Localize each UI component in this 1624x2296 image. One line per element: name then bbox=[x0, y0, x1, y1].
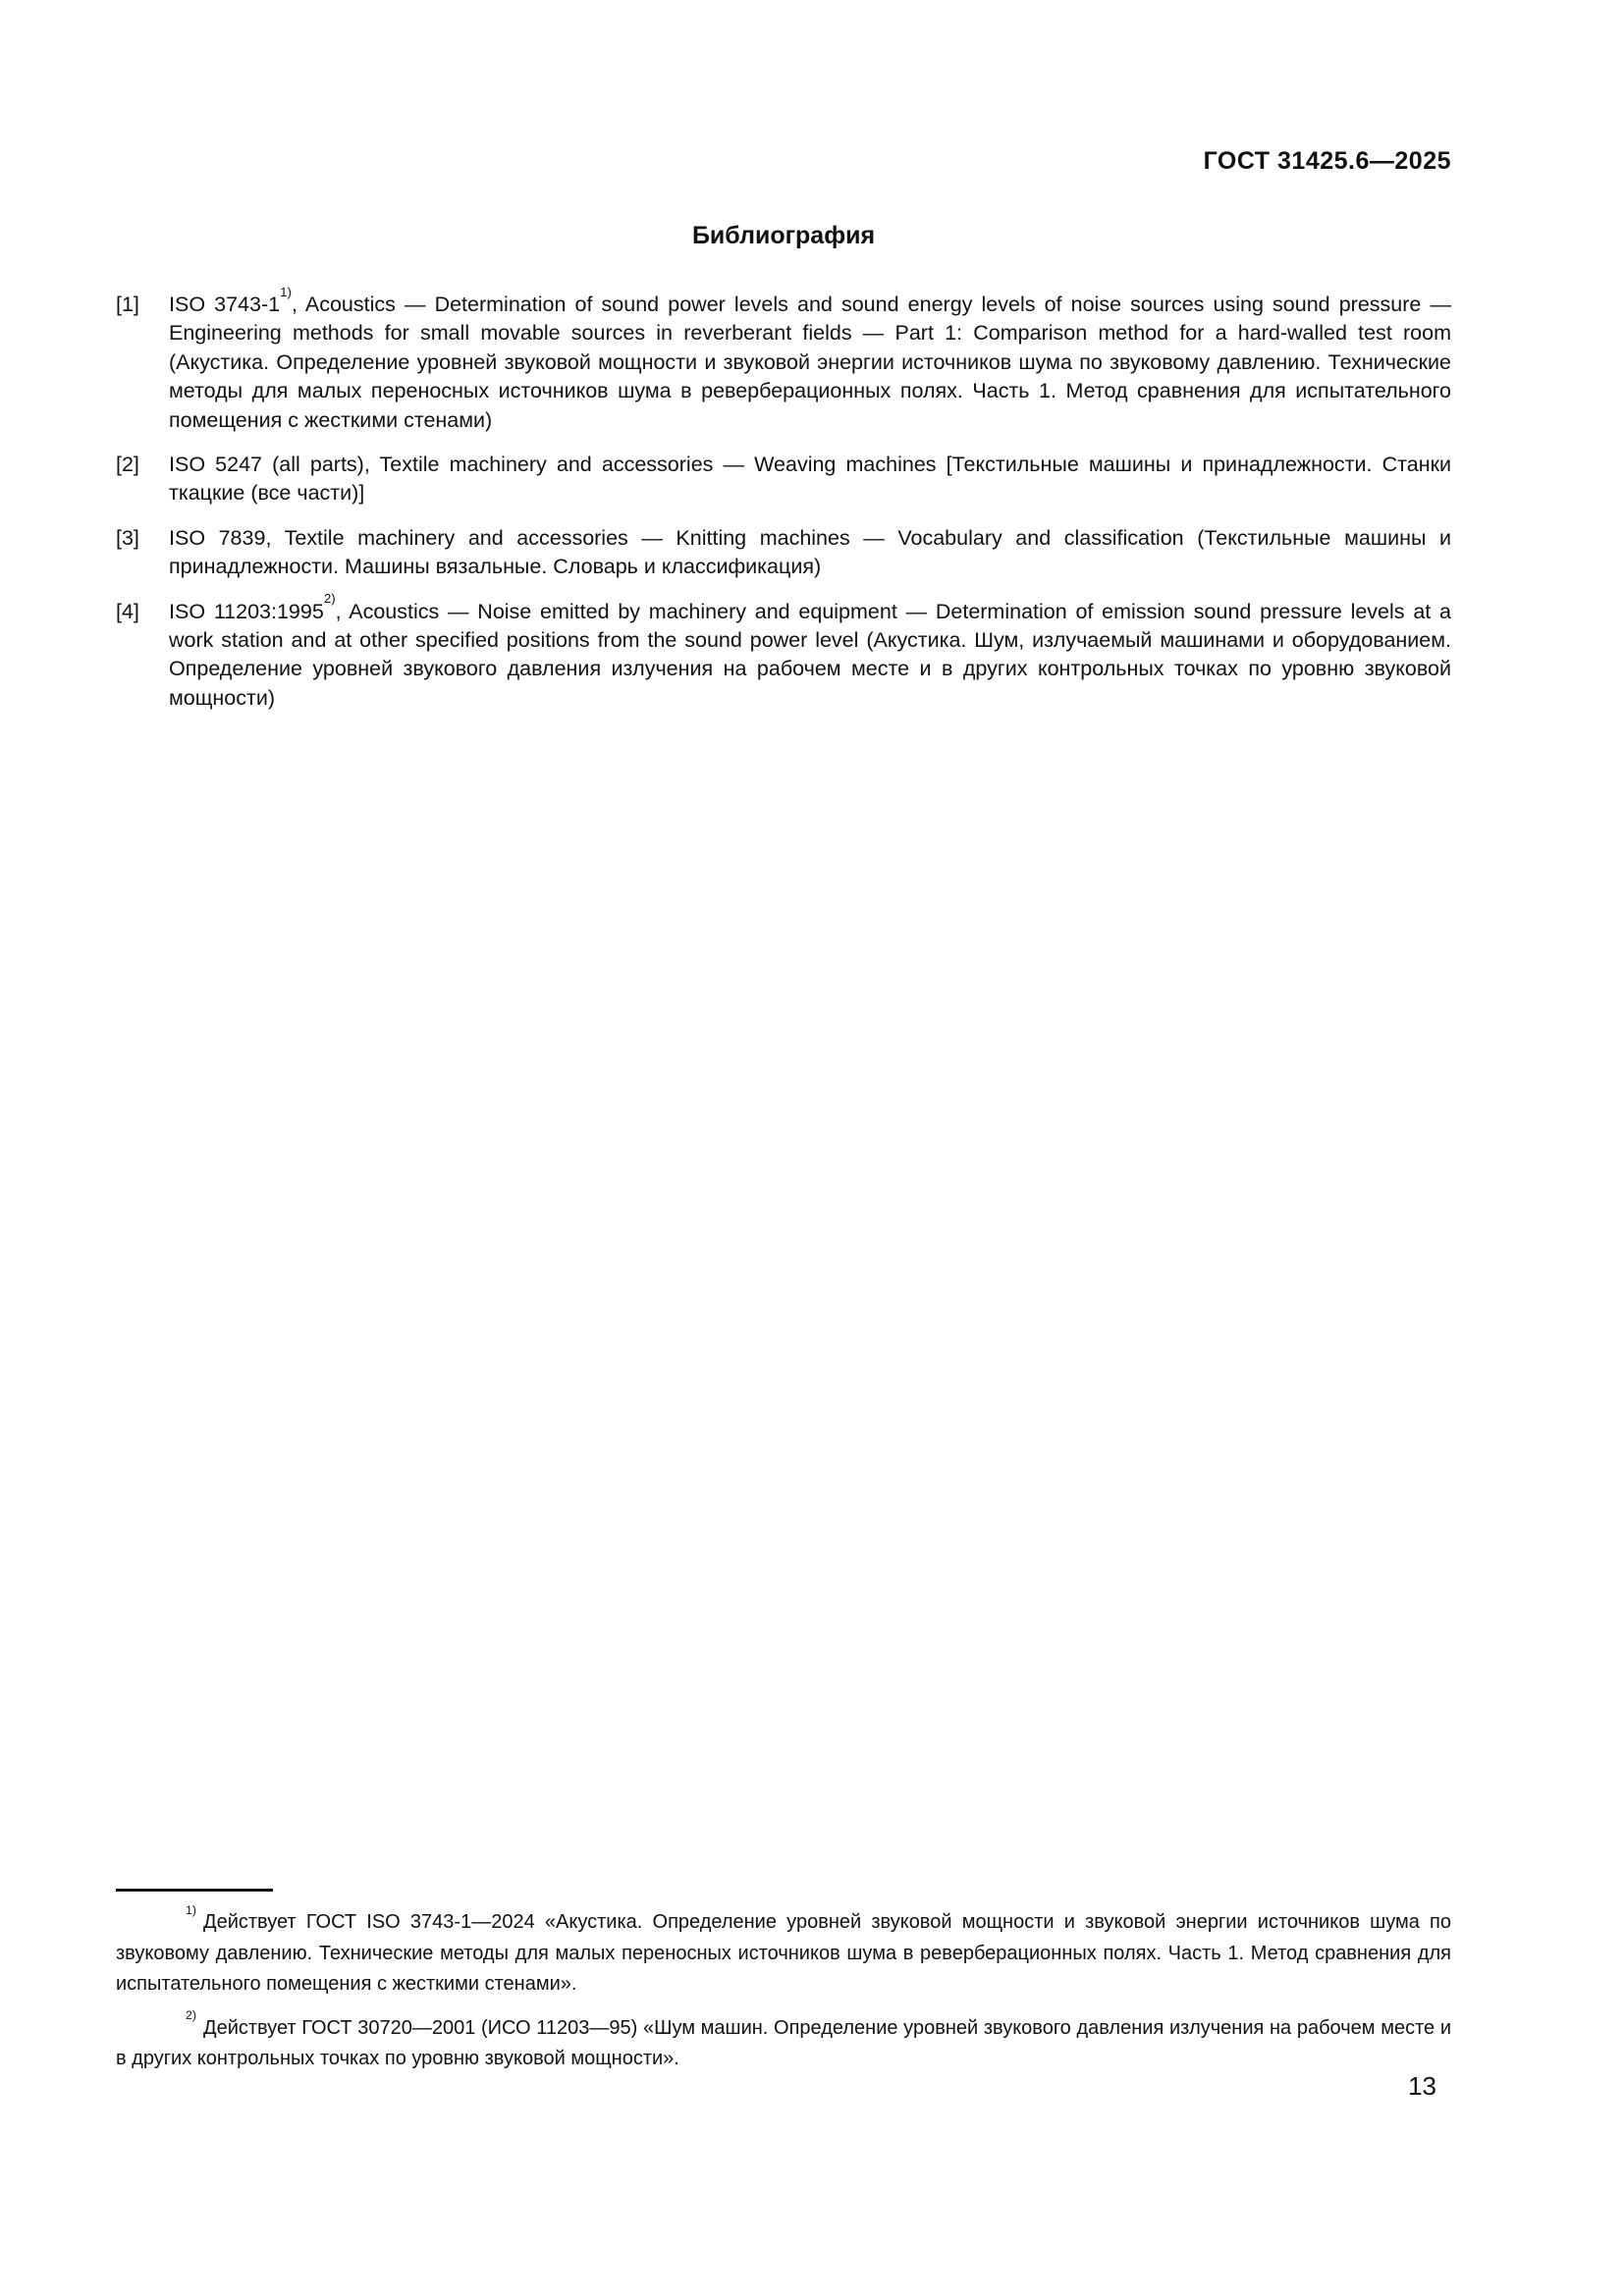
entry-number: [4] bbox=[116, 599, 139, 623]
footnote-marker: 2) bbox=[323, 591, 336, 607]
entry-text bbox=[169, 591, 1451, 714]
footnote-marker: 1) bbox=[280, 284, 292, 299]
footnote-divider bbox=[116, 1889, 273, 1892]
entry-text bbox=[169, 284, 1451, 435]
entry-description: , Acoustics — Noise emitted by machinery and equipment — Determination of emission sound pressure levels at a work station and at other specified positions from the sound power level (Акустика. Шум, излучаемый машинами и оборудованием. Определение уровней звукового давления излучения на рабочем месте и в других контрольных точках по уровню звуковой мощности) bbox=[169, 599, 1451, 710]
entry-number: [1] bbox=[116, 293, 139, 316]
entry-number: [2] bbox=[116, 453, 139, 477]
page-number: 13 bbox=[1408, 2071, 1436, 2101]
bibliography-entry bbox=[116, 451, 1451, 508]
entry-text bbox=[169, 451, 1451, 508]
footnote-text: Действует ГОСТ 30720—2001 (ИСО 11203—95) «Шум машин. Определение уровней звукового давления излучения на рабочем месте и в других контрольных точках по уровню звуковой мощности». bbox=[116, 2016, 1451, 2069]
running-header: ГОСТ 31425.6—2025 bbox=[1203, 147, 1451, 175]
page-title: Библиография bbox=[691, 222, 876, 249]
entry-text bbox=[169, 524, 1451, 582]
footnote-marker: 1) bbox=[186, 1902, 197, 1917]
footnotes-section bbox=[116, 1889, 1451, 2088]
bibliography-entry bbox=[116, 591, 1451, 714]
footnote-text: Действует ГОСТ ISO 3743-1—2024 «Акустика. Определение уровней звуковой мощности и звуковой энергии источников шума по звуковому давлению. Технические методы для малых переносных источников шума в реверберационных полях. Часть 1. Метод сравнения для испытательного помещения с жесткими стенами». bbox=[116, 1911, 1451, 1995]
bibliography-list bbox=[116, 284, 1451, 728]
entry-ref: ISO 5247 (all parts) bbox=[169, 453, 364, 477]
entry-ref: ISO 11203:1995 bbox=[169, 599, 324, 623]
entry-ref: ISO 3743-1 bbox=[169, 293, 281, 316]
footnote-marker: 2) bbox=[186, 2008, 197, 2023]
entry-number: [3] bbox=[116, 525, 139, 550]
footnote bbox=[116, 2008, 1451, 2075]
entry-description: , Textile machinery and accessories — Knitting machines — Vocabulary and classification (Текстильные машины и принадлежности. Машины вязальные. Словарь и классификация) bbox=[169, 525, 1451, 579]
entry-ref: ISO 7839 bbox=[169, 525, 266, 550]
entry-description: , Textile machinery and accessories — Weaving machines [Текстильные машины и принадлежности. Станки ткацкие (все части)] bbox=[169, 453, 1451, 506]
footnote bbox=[116, 1902, 1451, 2001]
bibliography-entry bbox=[116, 524, 1451, 582]
bibliography-entry bbox=[116, 284, 1451, 435]
entry-description: , Acoustics — Determination of sound power levels and sound energy levels of noise sources using sound pressure — Engineering methods for small movable sources in reverberant fields — Part 1: Comparison method for a hard-walled test room (Акустика. Определение уровней звуковой мощности и звуковой энергии источников шума по звуковому давлению. Технические методы для малых переносных источников шума в реверберационных полях. Часть 1. Метод сравнения для испытательного помещения с жесткими стенами) bbox=[169, 293, 1451, 432]
